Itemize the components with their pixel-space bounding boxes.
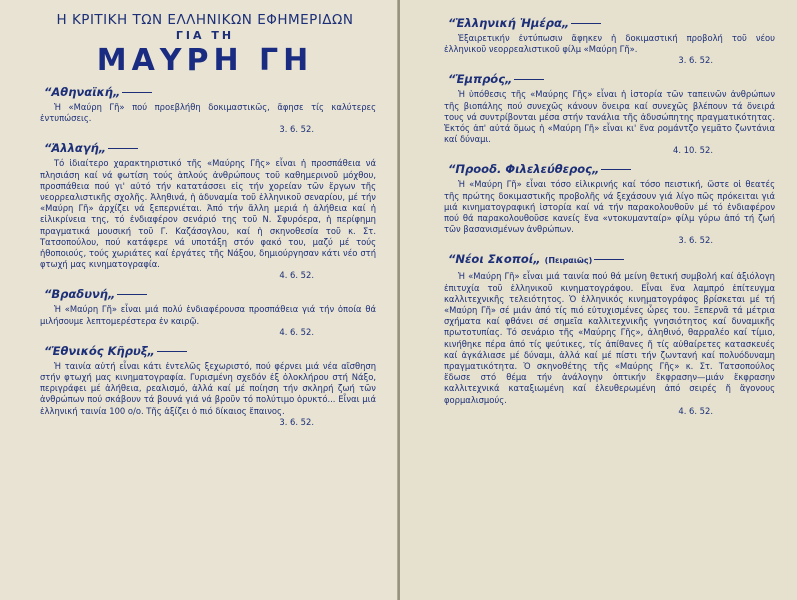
review-neoi-skopoi bbox=[438, 252, 775, 416]
review-date: 3. 6. 52. bbox=[678, 55, 713, 66]
review-text: Τό ἰδιαίτερο χαρακτηριστικό τῆς «Μαύρης Γῆς» εἶναι ἡ προσπάθεια νά πλησιάση καί νά φωτίση τούς ἁπλούς ἀνθρώπους τοῦ καθημερινοῦ μόχθου, προσπάθεια πού γι' αὐτό τήν κατατάσσει εἰς τήν χορείαν τῶν ἔργων τῆς νεορρεαλιστικῆς σχολῆς. Ἀληθινά, ἡ ἀδυναμία τοῦ ἑλληνικοῦ σεναρίου, μέ τήν «Μαύρη Γῆ» ἀρχίζει νά ξεπερνιέται. Ἀπό τήν ἄλλη μεριά ἡ ἀλήθεια καί ἡ εἰλικρίνεια της, τό ἐνδιαφέρον σενάριό της τοῦ Ν. Σφυρόερα, ἡ περίφημη πραγματικά μουσική τοῦ Γ. Καζάσογλου, καί ἡ σκηνοθεσία τοῦ κ. Στ. Τατσοπούλου, πού κατάφερε νά υποτάξη στόν φακό του, μαζύ μέ τούς ἠθοποιούς, τούς χωριάτες καί ἐργάτες τῆς Νάξου, δημιούργησαν κάτι νέο στή φτωχή μας κινηματογραφία. bbox=[40, 158, 376, 270]
review-elliniki-imera bbox=[438, 16, 775, 66]
page-header bbox=[34, 12, 376, 79]
review-source: “Προοδ. Φιλελεύθερος„ bbox=[448, 162, 775, 176]
review-source-subtitle: (Πειραιῶς) bbox=[544, 256, 593, 266]
review-text: Ἡ «Μαύρη Γῆ» εἶναι μιά ταινία πού θά μείνη θετική συμβολή καί ἀξιόλογη ἐπιτυχία τοῦ ἑλληνικοῦ κινηματογράφου. Εἶναι ἕνα λαμπρό ἐπίτευγμα καλλιτεχνικῆς τελειότητος. Ὁ ἑλληνικός κινηματογράφος βρίσκεται μέ τή «Μαύρη Γῆ» σέ μιάν ἀπό τίς πιό εὐτυχισμένες ὧρες του. Ξεπερνᾶ τά μέτρια σχήματα καί φθάνει σέ σημεῖα καλλιτεχνικῆς γνησιότητος καί δυναμικῆς πρωτοτυπίας. Τό σενάριο τῆς «Μαύρης Γῆς», ἀληθινό, θαρραλέο καί τίμιο, κινήθηκε πέρα ἀπό τίς ψεύτικες, τίς ἀπίθανες ἤ τίς αὐθαίρετες κατασκευές καί ἀγκάλιασε μέ δύναμι, ἀλλά καί μέ πίστι τήν ζωντανή καί πολυόδυναμη πραγματικότητα. Ὁ σκηνοθέτης τῆς «Μαύρης Γῆς» κ. Στ. Τατσοπούλος ἔδωσε στό θέμα τήν ἀνάλογην ὀπτικήν ἔκφρασην—μιάν ἔκφρασην καλλιτεχνικά καταξιωμένη καί ἐλευθερωμένη ἀπό σειρές ἤ ἄγονους φορμαλισμούς. bbox=[444, 271, 775, 405]
review-source: “Ἐμπρός„ bbox=[448, 72, 775, 86]
review-text: Ἐξαιρετικήν ἐντύπωσιν ἄφηκεν ἡ δοκιμαστική προβολή τοῦ νέου ἑλληνικοῦ νεορρεαλιστικοῦ φίλμ «Μαύρη Γῆ». bbox=[444, 33, 775, 55]
review-athinaiki bbox=[34, 85, 376, 135]
underline-rule bbox=[514, 79, 544, 80]
review-date: 3. 6. 52. bbox=[279, 124, 314, 135]
film-title: ΜΑΥΡΗ ΓΗ bbox=[96, 43, 314, 78]
header-line-1: Η ΚΡΙΤΙΚΗ ΤΩΝ ΕΛΛΗΝΙΚΩΝ ΕΦΗΜΕΡΙΔΩΝ bbox=[56, 12, 354, 28]
underline-rule bbox=[571, 23, 601, 24]
review-date: 3. 6. 52. bbox=[279, 416, 314, 427]
review-date: 3. 6. 52. bbox=[678, 235, 713, 246]
review-source: “Νέοι Σκοποί„ (Πειραιῶς) bbox=[448, 252, 775, 268]
underline-rule bbox=[108, 148, 138, 149]
review-date: 4. 10. 52. bbox=[673, 145, 713, 156]
review-allagi bbox=[34, 141, 376, 281]
review-date: 4. 6. 52. bbox=[678, 405, 713, 416]
review-text: Ἡ «Μαύρη Γῆ» εἶναι τόσο εἰλικρινής καί τόσο πειστική, ὥστε οἱ θεατές τῆς πρώτης δοκιμαστικῆς προβολῆς νά ξεχάσουν γιά λίγο πῶς πρόκειται γιά μιά κινηματογραφική ἱστορία καί νά τήν παρακολουθοῦν μέ τό ἐνδιαφέρον πού θά παρακολουθοῦσε κανείς ἕνα «ντοκυμανταίρ» φίλμ γύρω ἀπό τή ζωή τῶν βασανισμένων ἀνθρώπων. bbox=[444, 179, 775, 235]
review-date: 4. 6. 52. bbox=[279, 326, 314, 337]
review-source: “Αθηναϊκή„ bbox=[44, 85, 376, 99]
underline-rule bbox=[117, 294, 147, 295]
review-source: “Ἐθνικός Κῆρυξ„ bbox=[44, 344, 376, 358]
review-source: “Ἑλληνική Ἡμέρα„ bbox=[448, 16, 775, 30]
underline-rule bbox=[601, 169, 631, 170]
review-text: Ἡ «Μαύρη Γῆ» εἶναι μιά πολύ ἐνδιαφέρουσα προσπάθεια γιά τήν ὁποία θά μιλήσουμε λεπτομερέστερα ἐν καιρῷ. bbox=[40, 304, 376, 326]
left-page bbox=[0, 0, 398, 600]
review-ethnikos-kiryx bbox=[34, 344, 376, 428]
review-text: Ἡ ὑπόθεσις τῆς «Μαύρης Γῆς» εἶναι ἡ ἱστορία τῶν ταπεινῶν ἀνθρώπων τῆς βιοπάλης πού συνεχῶς κάνουν ὄνειρα καί συνεχῶς βλέπουν τά ὄνειρά τους νά συντρίβονται μέσα στήν τανάλια τῆς ἀδυσώπητης πραγματικότητας. Ἐκτός ἀπ' αὐτά ὅμως ἡ «Μαύρη Γῆ» εἶναι κι' ἕνα ρομάντζο γεμᾶτο ζωντάνια καί δύναμι. bbox=[444, 89, 775, 145]
review-source: “Ἀλλαγή„ bbox=[44, 141, 376, 155]
right-page bbox=[400, 0, 797, 600]
underline-rule bbox=[157, 351, 187, 352]
review-text: Ἡ «Μαύρη Γῆ» πού προεβλήθη δοκιμαστικῶς, ἄφησε τίς καλύτερες ἐντυπώσεις. bbox=[40, 102, 376, 124]
header-line-2: ΓΙΑ ΤΗ bbox=[175, 29, 235, 42]
review-embros bbox=[438, 72, 775, 156]
underline-rule bbox=[122, 92, 152, 93]
review-text: Ἡ ταινία αὐτή εἶναι κάτι ἐντελῶς ξεχωριστό, πού φέρνει μιά νέα αἴσθηση στήν φτωχή μας κινηματογραφία. Γυρισμένη σχεδόν ἐξ ὁλοκλήρου στή Νάξο, περιγράφει μέ ἀλήθεια, ρεαλισμό, ἀλλά καί μέ ποίηση τήν σκληρή ζωή τῶν ἀνθρώπων πού σκάβουν τά βουνά γιά νά βροῦν τό πολύτιμο ὀρυκτό... Εἶναι μιά ἑλληνική ταινία 100 ο/ο. Τῆς ἀξίζει ὁ πιό δίκαιος ἔπαινος. bbox=[40, 360, 376, 416]
review-proodeftikos-fileleftheros bbox=[438, 162, 775, 246]
review-date: 4. 6. 52. bbox=[279, 270, 314, 281]
review-vradyni bbox=[34, 287, 376, 337]
underline-rule bbox=[594, 259, 624, 260]
review-source: “Βραδυνή„ bbox=[44, 287, 376, 301]
